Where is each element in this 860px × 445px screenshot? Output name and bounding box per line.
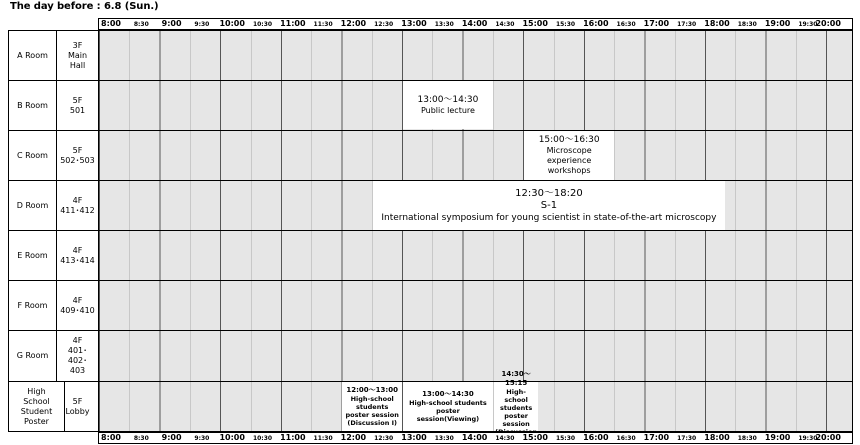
time-axis-bottom-tick: 16:30 — [616, 435, 636, 442]
time-axis-top-tick: 11:30 — [313, 21, 333, 28]
time-axis-bottom-tick: 10:00 — [219, 433, 245, 442]
time-axis-bottom-tick: 20:00 — [815, 433, 841, 442]
event-time: 12:00～13:00 — [346, 386, 398, 394]
time-axis-top-tick: 15:00 — [522, 19, 548, 28]
room-row — [9, 81, 852, 131]
room-name: E Room — [9, 231, 57, 280]
time-axis-bottom-tick: 17:30 — [677, 435, 697, 442]
time-axis-bottom-tick: 8:30 — [133, 435, 149, 442]
room-floor: 5F — [72, 145, 83, 155]
time-axis-top-tick: 16:00 — [583, 19, 609, 28]
time-axis-top-tick: 17:00 — [643, 19, 670, 28]
room-floor: 4F — [72, 336, 83, 345]
room-row — [9, 281, 852, 331]
time-axis-top-tick: 14:00 — [461, 19, 488, 28]
time-axis-top-tick: 14:30 — [495, 21, 515, 28]
time-axis-bottom-tick: 15:00 — [522, 433, 548, 442]
event-time: 15:00～16:30 — [538, 135, 600, 145]
time-axis-bottom-tick: 11:00 — [280, 433, 306, 442]
room-name: D Room — [9, 181, 57, 230]
event-title: Public lecture — [420, 105, 475, 115]
event-block[interactable] — [403, 81, 493, 129]
room-name: F Room — [9, 281, 57, 330]
room-floor: 4F — [72, 195, 83, 205]
time-axis-bottom-tick: 9:30 — [194, 435, 210, 442]
time-axis-top-tick: 18:30 — [737, 21, 757, 28]
room-name: G Room — [9, 331, 57, 381]
time-axis-top-tick: 15:30 — [555, 21, 576, 28]
room-timeline — [99, 181, 852, 230]
room-place: Lobby — [65, 406, 90, 416]
event-title: High-school students poster session(Viewing) — [409, 399, 487, 423]
time-axis-bottom-tick: 13:30 — [434, 435, 454, 442]
time-axis-top-tick: 8:30 — [133, 21, 149, 28]
time-axis-bottom-tick: 19:30 — [798, 435, 818, 442]
page-title: The day before : 6.8 (Sun.) — [10, 1, 159, 12]
time-axis-top-tick: 16:30 — [616, 21, 636, 28]
room-location — [57, 131, 99, 180]
event-block[interactable] — [403, 382, 493, 431]
time-axis-bottom-tick: 12:00 — [340, 433, 367, 442]
room-place: 401･402･403 — [67, 346, 88, 375]
room-floor: 4F — [72, 295, 83, 305]
room-timeline — [99, 31, 852, 80]
room-floor: 5F — [72, 95, 83, 105]
room-floor: 3F — [72, 40, 83, 50]
event-block[interactable] — [373, 181, 726, 230]
time-axis-bottom-tick: 14:00 — [461, 433, 488, 442]
time-axis-top-tick: 8:00 — [101, 19, 121, 28]
room-place: 409･410 — [60, 305, 95, 315]
time-axis-bottom-tick: 14:30 — [495, 435, 515, 442]
event-title: High-school students poster session — [499, 387, 533, 428]
time-axis-bottom-tick: 9:00 — [161, 433, 182, 442]
room-place: 502･503 — [60, 155, 95, 165]
event-time: 14:30～15:15 — [501, 369, 531, 387]
time-axis-bottom-tick: 10:30 — [252, 435, 273, 442]
time-axis-top-tick: 19:00 — [764, 19, 791, 28]
time-axis-top-tick: 12:00 — [340, 19, 367, 28]
room-timeline — [99, 131, 852, 180]
time-axis-bottom-tick: 12:30 — [374, 435, 394, 442]
time-axis-bottom-tick: 11:30 — [313, 435, 333, 442]
room-row — [9, 331, 852, 382]
event-time: 12:30～18:20 — [515, 187, 583, 199]
time-axis-top-tick: 19:30 — [798, 21, 818, 28]
time-axis-bottom — [98, 432, 853, 444]
event-title: International symposium for young scientist in state-of-the-art microscopy — [381, 212, 717, 223]
time-axis-bottom-tick: 18:00 — [704, 433, 730, 442]
event-time: 13:00～14:30 — [422, 390, 474, 398]
time-axis-top-tick: 13:00 — [401, 19, 427, 28]
time-axis-top-tick: 9:00 — [161, 19, 182, 28]
time-axis-top-tick: 11:00 — [280, 19, 306, 28]
event-block[interactable] — [524, 131, 614, 180]
time-axis-bottom-tick: 16:00 — [583, 433, 609, 442]
time-axis-top-tick: 18:00 — [704, 19, 730, 28]
room-location — [57, 331, 99, 381]
event-time: 13:00～14:30 — [417, 94, 479, 105]
room-timeline — [99, 81, 852, 130]
room-place: 501 — [69, 105, 86, 115]
time-axis-bottom-tick: 8:00 — [101, 433, 121, 442]
event-block[interactable] — [494, 369, 538, 431]
room-location — [57, 181, 99, 230]
event-block[interactable] — [342, 382, 402, 431]
room-name: C Room — [9, 131, 57, 180]
time-axis-bottom-tick: 17:00 — [643, 433, 670, 442]
event-title: Microscope experience workshops — [546, 146, 592, 175]
room-location — [57, 81, 99, 130]
room-row — [9, 181, 852, 231]
room-row — [9, 131, 852, 181]
room-timeline — [99, 331, 852, 381]
room-location — [57, 31, 99, 80]
room-timeline — [99, 231, 852, 280]
room-place: Main Hall — [67, 50, 88, 70]
time-axis-top-tick: 13:30 — [434, 21, 454, 28]
room-row — [9, 231, 852, 281]
room-rows — [8, 30, 853, 432]
time-axis-top-tick: 17:30 — [677, 21, 697, 28]
event-title: High-school students poster session (Discussion I) — [345, 395, 399, 427]
room-place: 411･412 — [60, 205, 95, 215]
room-name: A Room — [9, 31, 57, 80]
room-name: High School Student Poster — [9, 382, 65, 431]
time-axis-top-tick: 10:00 — [219, 19, 245, 28]
room-name: B Room — [9, 81, 57, 130]
room-place: 413･414 — [60, 255, 95, 265]
room-row — [9, 31, 852, 81]
room-timeline — [99, 281, 852, 330]
room-floor: 4F — [72, 245, 83, 255]
time-axis-bottom-tick: 15:30 — [555, 435, 576, 442]
time-axis-bottom-tick: 13:00 — [401, 433, 427, 442]
time-axis-top-tick: 9:30 — [194, 21, 210, 28]
schedule-grid — [8, 18, 853, 445]
time-axis-bottom-tick: 19:00 — [764, 433, 791, 442]
time-axis-top — [98, 18, 853, 30]
event-code: S-1 — [540, 199, 558, 211]
room-row — [9, 369, 852, 431]
room-location — [57, 382, 99, 431]
time-axis-top-tick: 10:30 — [252, 21, 273, 28]
time-axis-top-tick: 20:00 — [815, 19, 841, 28]
room-floor: 5F — [72, 396, 83, 406]
time-axis-top-tick: 12:30 — [374, 21, 394, 28]
room-timeline — [99, 369, 852, 431]
room-location — [57, 281, 99, 330]
time-axis-bottom-tick: 18:30 — [737, 435, 757, 442]
room-location — [57, 231, 99, 280]
